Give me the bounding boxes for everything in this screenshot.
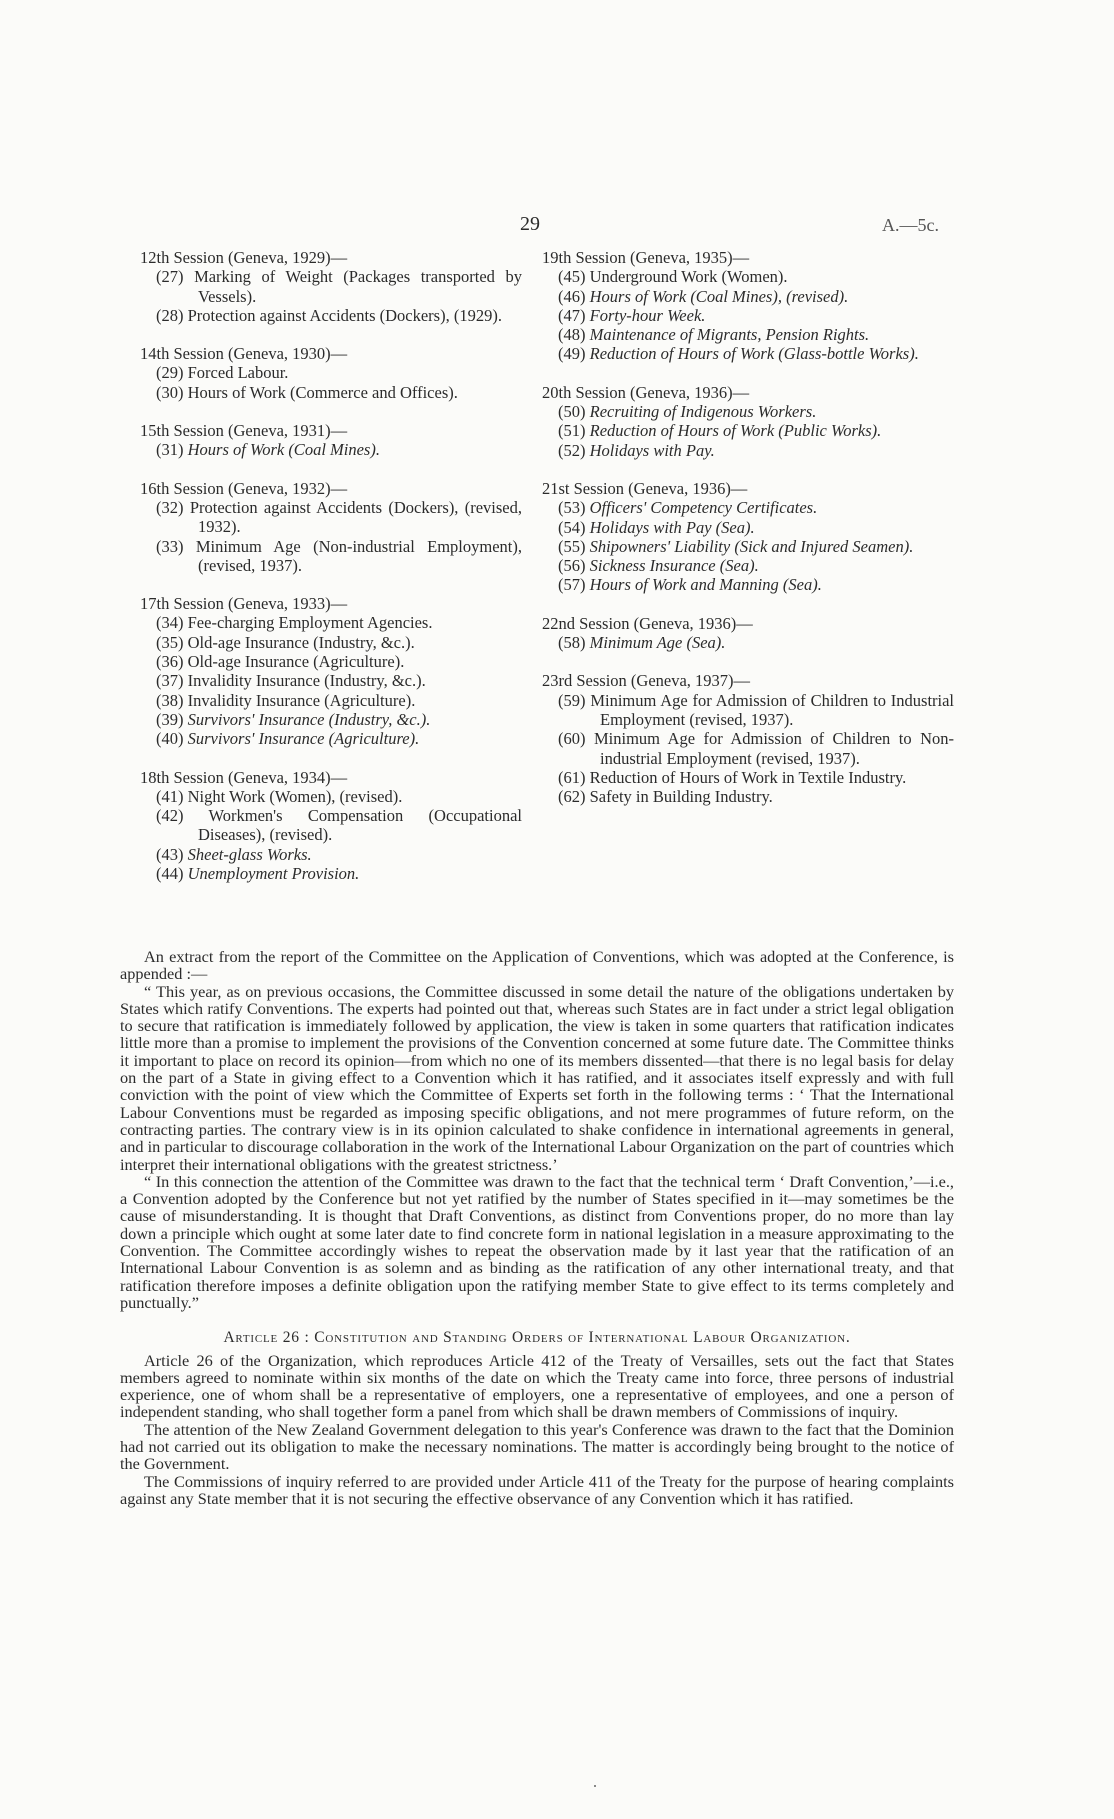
article-paragraph-2: The attention of the New Zealand Government delegation to this year's Conference was drawn to the fact that the Dominion had not carried out its obligation to make the necessary nominations. The matter is accordingly being brought to the notice of the Government. [120,1419,954,1474]
convention-title: Hours of Work (Coal Mines). [187,440,380,460]
convention-title: Underground Work (Women). [589,267,788,287]
convention-title: Survivors' Insurance (Agriculture). [187,729,420,749]
convention-number: (30) [156,382,184,402]
convention-item [156,845,522,864]
convention-number: (29) [156,363,184,383]
article-paragraph-1: Article 26 of the Organization, which reproduces Article 412 of the Treaty of Versailles, sets out the fact that States members agreed to nominate within six months of the date on which the Treaty came into force, three persons of industrial experience, one of whom shall be a representative of employers, one a representative of employees, and one a person of independent standing, who shall together form a panel from which shall be drawn members of Commissions of inquiry. [120,1350,954,1422]
convention-title: Hours of Work (Commerce and Offices). [187,382,458,402]
convention-item [558,787,954,806]
convention-number: (27) [156,267,184,287]
convention-number: (37) [156,671,184,691]
session-title: 22nd Session (Geneva, 1936)— [542,613,753,633]
convention-item [156,267,522,306]
session-block [140,594,522,748]
convention-number: (31) [156,440,184,460]
convention-item [558,575,954,594]
convention-title: Shipowners' Liability (Sick and Injured Seamen). [589,536,914,556]
convention-item [558,421,954,440]
convention-item [558,498,954,517]
convention-number: (32) [156,497,184,517]
convention-title: Unemployment Provision. [187,864,360,884]
convention-item [156,537,522,576]
convention-title: Fee-charging Employment Agencies. [187,613,433,633]
convention-title: Protection against Accidents (Dockers), (1929). [187,305,502,325]
convention-item [156,363,522,382]
convention-item [156,306,522,325]
convention-title: Minimum Age for Admission of Children to Non-industrial Employment (revised, 1937). [593,729,954,768]
session-block [140,768,522,884]
convention-number: (44) [156,864,184,884]
convention-item [558,633,954,652]
convention-item [156,806,522,845]
convention-item [156,729,522,748]
convention-number: (28) [156,305,184,325]
convention-item [558,768,954,787]
convention-title: Hours of Work (Coal Mines), (revised). [589,286,849,306]
convention-item [156,691,522,710]
session-title: 20th Session (Geneva, 1936)— [542,382,750,402]
convention-title: Holidays with Pay (Sea). [589,517,755,537]
convention-number: (58) [558,633,586,653]
convention-title: Old-age Insurance (Agriculture). [187,652,405,672]
convention-title: Forty-hour Week. [589,305,706,325]
convention-title: Reduction of Hours of Work (Public Works). [589,421,882,441]
session-block [140,344,522,402]
body-text [120,948,954,1507]
quote-paragraph-1: “ This year, as on previous occasions, the Committee discussed in some detail the nature of the obligations undertaken by States which ratify Conventions. The experts had pointed out that, whereas such States are in fact under a strict legal obligation to secure that ratification is immediately followed by application, the view is taken in some quarters that ratification indicates little more than a promise to implement the provisions of the Convention concerned at some future date. The Committee thinks it important to place on record its opinion—from which no one of its members dissented—that there is no legal basis for delay on the part of a State in giving effect to a Convention which it has ratified, and it associates itself expressly and with full conviction with the point of view which the Committee of Experts set forth in the following terms : ‘ That the International Labour Conventions must be regarded as imposing specific obligations, and not mere programmes of future reform, on the contracting parties. The contrary view is in its opinion calculated to shake confidence in international agreements in general, and in particular to discourage collaboration in the work of the International Labour Organization on the part of countries which interpret their international obligations with the greatest strictness.’ [120,981,954,1174]
convention-title: Officers' Competency Certificates. [589,498,818,518]
convention-title: Minimum Age for Admission of Children to Industrial Employment (revised, 1937). [590,690,955,729]
session-title: 21st Session (Geneva, 1936)— [542,478,748,498]
convention-number: (62) [558,787,586,807]
left-column [140,248,522,902]
convention-title: Night Work (Women), (revised). [187,786,403,806]
session-block [140,479,522,575]
session-block [542,671,954,806]
convention-item [156,383,522,402]
session-title: 19th Session (Geneva, 1935)— [542,248,750,267]
convention-number: (55) [558,536,586,556]
convention-number: (50) [558,402,586,422]
section-heading: Article 26 : Constitution and Standing Orders of International Labour Organization. [223,1329,851,1347]
convention-number: (40) [156,729,184,749]
convention-title: Sheet-glass Works. [187,844,312,864]
convention-item [156,671,522,690]
convention-number: (56) [558,556,586,576]
convention-item [558,556,954,575]
convention-item [156,633,522,652]
convention-item [558,518,954,537]
quote-paragraph-2: “ In this connection the attention of the Committee was drawn to the fact that the technical term ‘ Draft Convention,’—i.e., a Convention adopted by the Conference but not yet ratified by the number of States specified in it—may sometimes be the cause of misunderstanding. It is thought that Draft Conventions, as distinct from Conventions proper, do no more than lay down a principle which ought at some later date to find concrete form in national legislation in a measure approximating to the Convention. The Committee accordingly wishes to repeat the observation made by it last year that the ratification of an International Labour Convention is as solemn and as binding as the ratification of any other international treaty, and that ratification therefore imposes a definite obligation upon the ratifying member State to give effect to its terms completely and punctually.” [120,1171,954,1312]
right-column [542,248,954,825]
convention-item [156,864,522,883]
convention-title: Maintenance of Migrants, Pension Rights. [589,325,870,345]
convention-title: Invalidity Insurance (Agriculture). [187,690,416,710]
convention-item [558,691,954,730]
convention-item [156,710,522,729]
convention-number: (33) [156,536,184,556]
convention-title: Invalidity Insurance (Industry, &c.). [187,671,426,691]
convention-number: (45) [558,267,586,287]
convention-number: (46) [558,286,586,306]
convention-number: (42) [156,806,184,826]
intro-paragraph: An extract from the report of the Committee on the Application of Conventions, which was adopted at the Conference, is appended :— [120,947,954,984]
convention-number: (47) [558,305,586,325]
convention-number: (35) [156,632,184,652]
convention-title: Hours of Work and Manning (Sea). [589,575,822,595]
convention-number: (57) [558,575,586,595]
convention-number: (53) [558,498,586,518]
convention-item [156,652,522,671]
convention-title: Reduction of Hours of Work in Textile Industry. [589,767,907,787]
convention-title: Forced Labour. [187,363,289,383]
page-number: 29 [520,213,540,235]
convention-number: (60) [558,729,586,749]
convention-item [558,729,954,768]
convention-title: Safety in Building Industry. [589,787,773,807]
session-title: 16th Session (Geneva, 1932)— [140,478,348,498]
convention-item [156,613,522,632]
convention-title: Survivors' Insurance (Industry, &c.). [187,709,431,729]
session-title: 18th Session (Geneva, 1934)— [140,767,348,787]
article-paragraph-3: The Commissions of inquiry referred to are provided under Article 411 of the Treaty for the purpose of hearing complaints against any State member that it is not securing the effective observance of any Convention which it has ratified. [120,1471,954,1508]
convention-item [558,306,954,325]
session-block [542,383,954,460]
convention-number: (52) [558,440,586,460]
session-block [542,479,954,595]
convention-title: Minimum Age (Sea). [589,633,726,653]
session-block [542,614,954,653]
convention-title: Protection against Accidents (Dockers), (revised, 1932). [189,497,523,537]
session-title: 14th Session (Geneva, 1930)— [140,344,348,364]
convention-item [156,498,522,537]
session-block [542,248,954,364]
session-title: 17th Session (Geneva, 1933)— [140,594,348,614]
session-title: 12th Session (Geneva, 1929)— [140,248,348,267]
convention-title: Recruiting of Indigenous Workers. [589,402,817,422]
convention-item [156,440,522,459]
convention-item [558,441,954,460]
convention-number: (36) [156,652,184,672]
convention-item [558,402,954,421]
convention-number: (59) [558,690,586,710]
convention-item [156,787,522,806]
convention-number: (41) [156,786,184,806]
convention-title: Minimum Age (Non-industrial Employment), (revised, 1937). [195,536,522,575]
convention-number: (51) [558,421,586,441]
convention-number: (49) [558,344,586,364]
convention-title: Holidays with Pay. [589,440,715,460]
convention-number: (54) [558,517,586,537]
speck [594,1785,596,1787]
convention-number: (39) [156,709,184,729]
session-title: 23rd Session (Geneva, 1937)— [542,671,751,691]
convention-number: (61) [558,767,586,787]
convention-item [558,325,954,344]
document-reference: A.—5c. [882,215,939,235]
convention-number: (48) [558,325,586,345]
convention-title: Reduction of Hours of Work (Glass-bottle Works). [589,344,919,364]
convention-item [558,287,954,306]
convention-title: Marking of Weight (Packages transported by Vessels). [194,267,522,306]
session-title: 15th Session (Geneva, 1931)— [140,421,348,441]
convention-title: Workmen's Compensation (Occupational Diseases), (revised). [198,806,522,845]
convention-number: (34) [156,613,184,633]
convention-item [558,537,954,556]
session-block [140,421,522,460]
convention-number: (38) [156,690,184,710]
convention-item [558,344,954,363]
convention-item [558,267,954,286]
convention-title: Sickness Insurance (Sea). [589,556,759,576]
convention-title: Old-age Insurance (Industry, &c.). [187,632,415,652]
convention-number: (43) [156,844,184,864]
session-block [140,248,522,325]
